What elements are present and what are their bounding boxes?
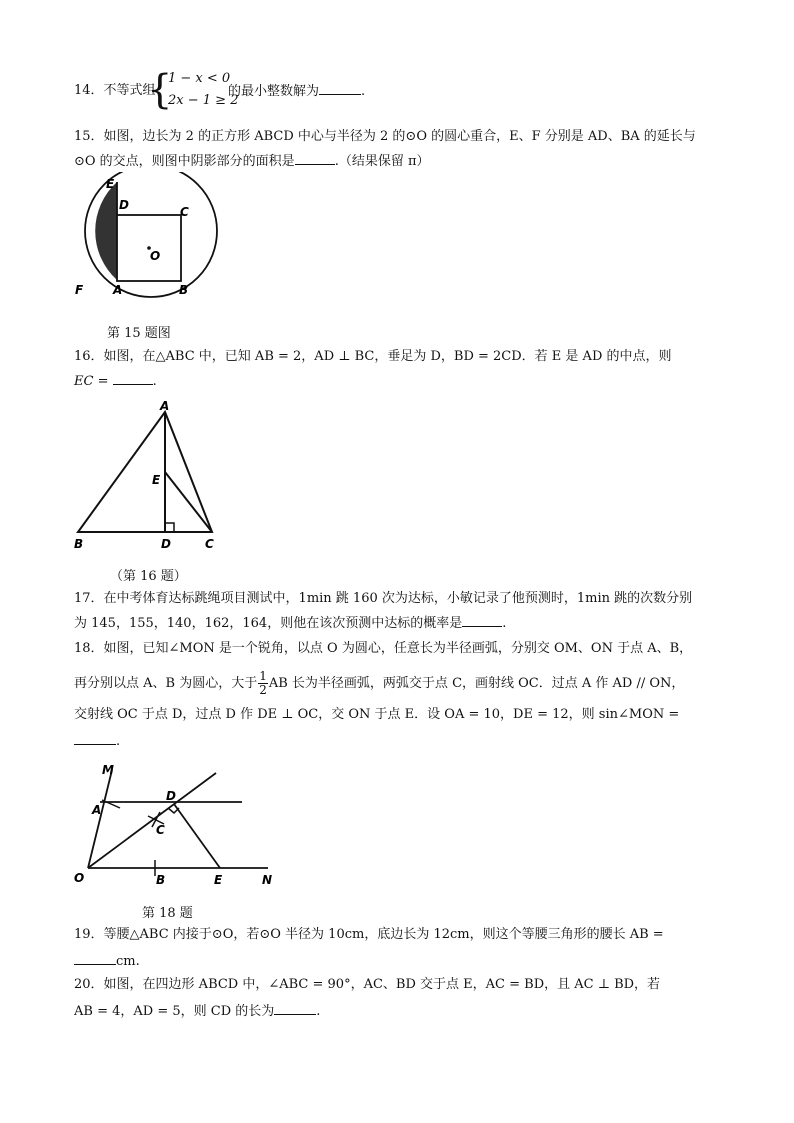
q16-triangle-abc bbox=[78, 412, 212, 532]
q20-answer-blank[interactable] bbox=[274, 1002, 316, 1015]
q14-answer-blank[interactable] bbox=[319, 82, 361, 95]
q15-label-e: E bbox=[106, 177, 115, 191]
q15-figure bbox=[70, 172, 230, 300]
q18-answer-blank[interactable] bbox=[74, 732, 116, 745]
q17-line-2: 为 145，155，140，162，164，则他在该次预测中达标的概率是 . bbox=[74, 616, 507, 631]
q20-line-1: 20．如图，在四边形 ABCD 中，∠ABC = 90°，AC、BD 交于点 E，AC = BD，且 AC ⊥ BD，若 bbox=[74, 977, 661, 992]
q15-answer-blank[interactable] bbox=[295, 152, 335, 165]
q18-label-c: C bbox=[156, 823, 165, 837]
q15-label-o: O bbox=[150, 249, 161, 263]
q15-label-b: B bbox=[179, 283, 189, 297]
q19-line-2: cm. bbox=[74, 952, 140, 971]
q16-line-2: EC = . bbox=[74, 374, 157, 389]
q16-caption: （第 16 题） bbox=[110, 569, 187, 584]
q18-line-2: 再分别以点 A、B 为圆心，大于 $\frac{1}{2}$ AB 长为半径画弧，两弧交于点 C，画射线 OC．过点 A 作 AD // ON， bbox=[74, 669, 685, 697]
q18-label-m: M bbox=[102, 763, 114, 777]
q15-caption: 第 15 题图 bbox=[107, 326, 171, 341]
q20-line-2: AB = 4，AD = 5，则 CD 的长为 . bbox=[74, 1004, 321, 1019]
q15-label-d: D bbox=[119, 198, 129, 212]
q18-label-b: B bbox=[156, 873, 166, 887]
q19-line-1: 19．等腰△ABC 内接于⊙O，若⊙O 半径为 10cm，底边长为 12cm，则这个等腰三角形的腰长 AB = bbox=[74, 927, 664, 942]
q18-right-angle-mark bbox=[168, 808, 179, 813]
q15-line-2: ⊙O 的交点，则图中阴影部分的面积是 .（结果保留 π） bbox=[74, 154, 430, 169]
q14-brace: { bbox=[147, 67, 173, 113]
q19-answer-blank[interactable] bbox=[74, 952, 116, 965]
q18-label-o: O bbox=[74, 871, 85, 885]
q16-figure bbox=[70, 400, 230, 556]
q16-label-a: A bbox=[160, 400, 170, 413]
q15-label-f: F bbox=[75, 283, 84, 297]
q18-line-1: 18．如图，已知∠MON 是一个锐角，以点 O 为圆心，任意长为半径画弧，分别交 OM、ON 于点 A、B， bbox=[74, 641, 693, 656]
q18-segment-de bbox=[174, 804, 220, 868]
q16-label-d: D bbox=[161, 537, 171, 551]
q15-line-1: 15．如图，边长为 2 的正方形 ABCD 中心与半径为 2 的⊙O 的圆心重合，E、F 分别是 AD、BA 的延长与 bbox=[74, 129, 696, 144]
q14-inequality-2: 2x − 1 ≥ 2 bbox=[168, 93, 239, 108]
q18-fraction-half: $\frac{1}{2}$ bbox=[259, 669, 267, 697]
q14-tail: 的最小整数解为 . bbox=[228, 84, 366, 99]
q15-label-a: A bbox=[113, 283, 123, 297]
q18-label-a: A bbox=[92, 803, 102, 817]
q16-label-b: B bbox=[74, 537, 84, 551]
q15-label-c: C bbox=[180, 205, 189, 219]
q17-answer-blank[interactable] bbox=[462, 614, 502, 627]
q18-label-e: E bbox=[214, 873, 223, 887]
q14-text: 14．不等式组 bbox=[74, 83, 156, 98]
q16-label-e: E bbox=[152, 473, 161, 487]
q16-label-c: C bbox=[205, 537, 214, 551]
q16-answer-blank[interactable] bbox=[113, 372, 153, 385]
q14-inequality-1: 1 − x < 0 bbox=[168, 71, 231, 86]
q18-label-n: N bbox=[262, 873, 273, 887]
q18-caption: 第 18 题 bbox=[142, 906, 193, 921]
q18-figure bbox=[70, 760, 280, 892]
q18-line-4: . bbox=[74, 732, 120, 751]
q18-label-d: D bbox=[166, 789, 176, 803]
q16-line-1: 16．如图，在△ABC 中，已知 AB = 2，AD ⊥ BC，垂足为 D，BD = 2CD．若 E 是 AD 的中点，则 bbox=[74, 349, 672, 364]
q17-line-1: 17．在中考体育达标跳绳项目测试中，1min 跳 160 次为达标，小敏记录了他预测时，1min 跳的次数分别 bbox=[74, 591, 693, 606]
q16-right-angle-mark bbox=[165, 523, 174, 532]
q15-shaded-region bbox=[95, 182, 117, 280]
q18-line-3: 交射线 OC 于点 D，过点 D 作 DE ⊥ OC，交 ON 于点 E．设 OA = 10，DE = 12，则 sin∠MON = bbox=[74, 707, 680, 722]
